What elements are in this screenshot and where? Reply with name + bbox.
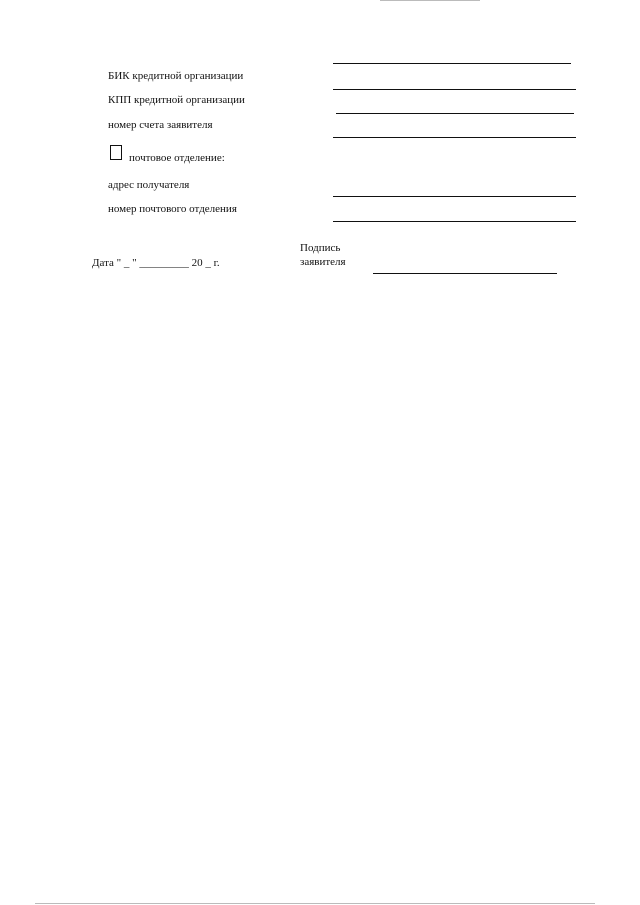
recipient-address-input-line[interactable] [333,196,576,197]
kpp-input-line[interactable] [333,89,576,90]
bik-label: БИК кредитной организации [108,70,244,82]
recipient-address-label: адрес получателя [108,179,190,191]
signature-label-line1: Подпись [300,242,341,254]
scan-artifact-bottom [35,903,595,904]
bik-input-line[interactable] [333,63,571,64]
postal-office-checkbox[interactable] [110,145,122,160]
signature-line[interactable] [373,273,557,274]
postal-office-label: почтовое отделение: [129,152,225,164]
scan-artifact-top [380,0,480,1]
account-number-input-line-2[interactable] [333,137,576,138]
postal-office-number-label: номер почтового отделения [108,203,237,215]
account-number-label: номер счета заявителя [108,119,213,131]
account-number-input-line-1[interactable] [336,113,574,114]
kpp-label: КПП кредитной организации [108,94,245,106]
signature-label-line2: заявителя [300,256,346,268]
postal-office-number-input-line[interactable] [333,221,576,222]
date-field[interactable]: Дата " _ " _________ 20 _ г. [92,257,220,269]
